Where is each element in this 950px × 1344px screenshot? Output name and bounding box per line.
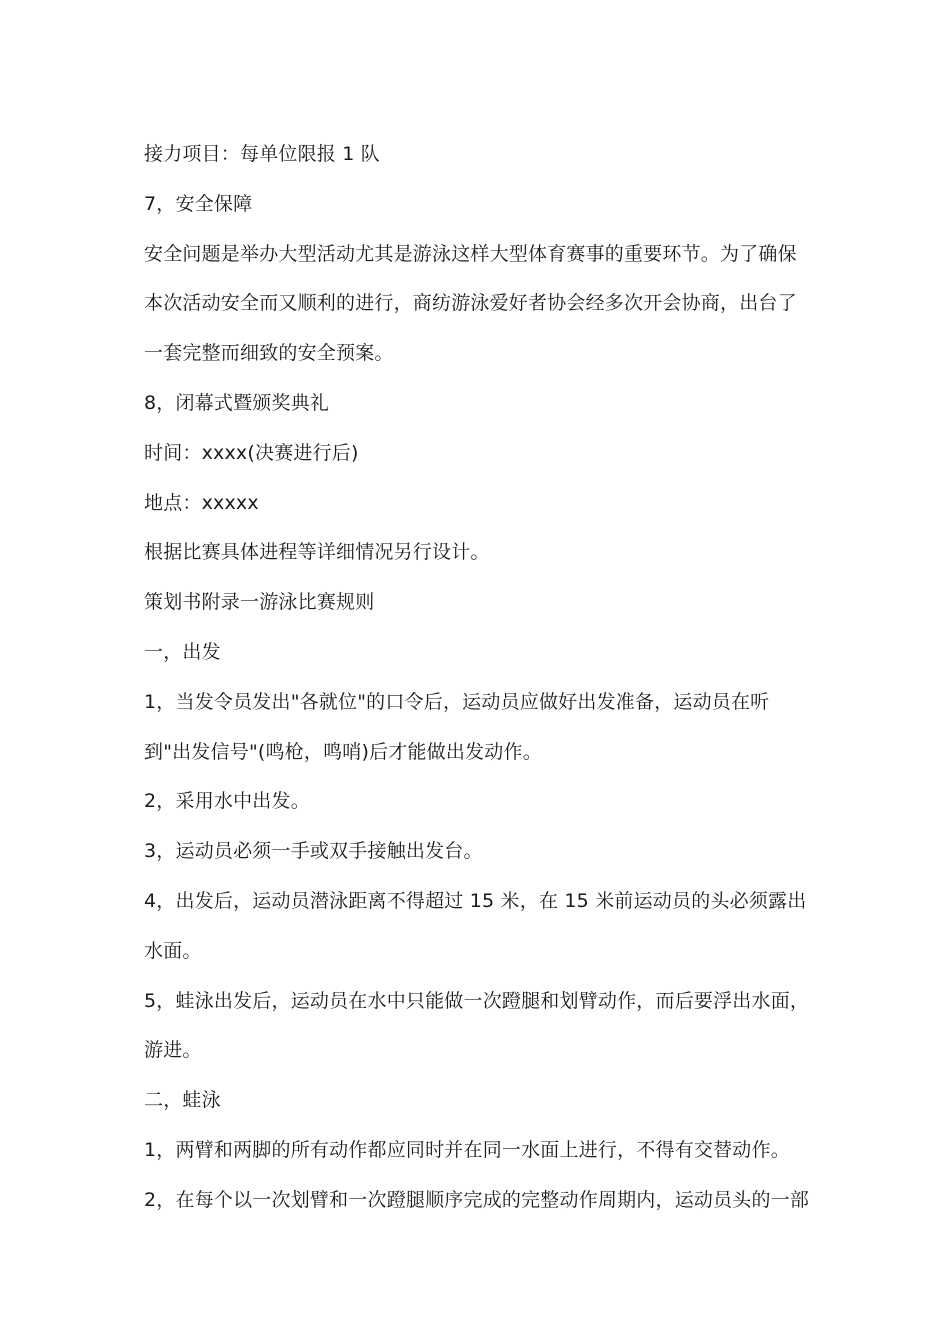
section-heading: 策划书附录一游泳比赛规则 bbox=[144, 591, 375, 614]
text-line: 时间：xxxx(决赛进行后) bbox=[144, 441, 359, 464]
text-line: 本次活动安全而又顺利的进行，商纺游泳爱好者协会经多次开会协商，出台了 bbox=[144, 292, 797, 315]
text-line: 2，在每个以一次划臂和一次蹬腿顺序完成的完整动作周期内，运动员头的一部 bbox=[144, 1188, 810, 1211]
text-line: 1，当发令员发出"各就位"的口令后，运动员应做好出发准备，运动员在听 bbox=[144, 690, 770, 713]
text-line: 4，出发后，运动员潜泳距离不得超过 15 米，在 15 米前运动员的头必须露出 bbox=[144, 889, 807, 912]
section-heading: 8，闭幕式暨颁奖典礼 bbox=[144, 391, 330, 414]
text-line: 1，两臂和两脚的所有动作都应同时并在同一水面上进行，不得有交替动作。 bbox=[144, 1138, 790, 1161]
text-line: 5，蛙泳出发后，运动员在水中只能做一次蹬腿和划臂动作，而后要浮出水面， bbox=[144, 989, 810, 1012]
text-line: 地点：xxxxx bbox=[144, 491, 259, 514]
text-line: 接力项目：每单位限报 1 队 bbox=[144, 143, 380, 165]
text-line: 安全问题是举办大型活动尤其是游泳这样大型体育赛事的重要环节。为了确保 bbox=[144, 242, 797, 265]
text-line: 根据比赛具体进程等详细情况另行设计。 bbox=[144, 541, 490, 564]
text-line: 一套完整而细致的安全预案。 bbox=[144, 342, 394, 365]
document-body bbox=[144, 130, 814, 1226]
text-line: 水面。 bbox=[144, 939, 202, 962]
section-heading: 7，安全保障 bbox=[144, 192, 253, 215]
text-line: 2，采用水中出发。 bbox=[144, 790, 310, 813]
text-line: 3，运动员必须一手或双手接触出发台。 bbox=[144, 840, 483, 863]
section-heading: 二，蛙泳 bbox=[144, 1089, 221, 1112]
text-line: 游进。 bbox=[144, 1039, 202, 1062]
text-line: 到"出发信号"(鸣枪，鸣哨)后才能做出发动作。 bbox=[144, 740, 542, 763]
section-heading: 一，出发 bbox=[144, 640, 221, 663]
